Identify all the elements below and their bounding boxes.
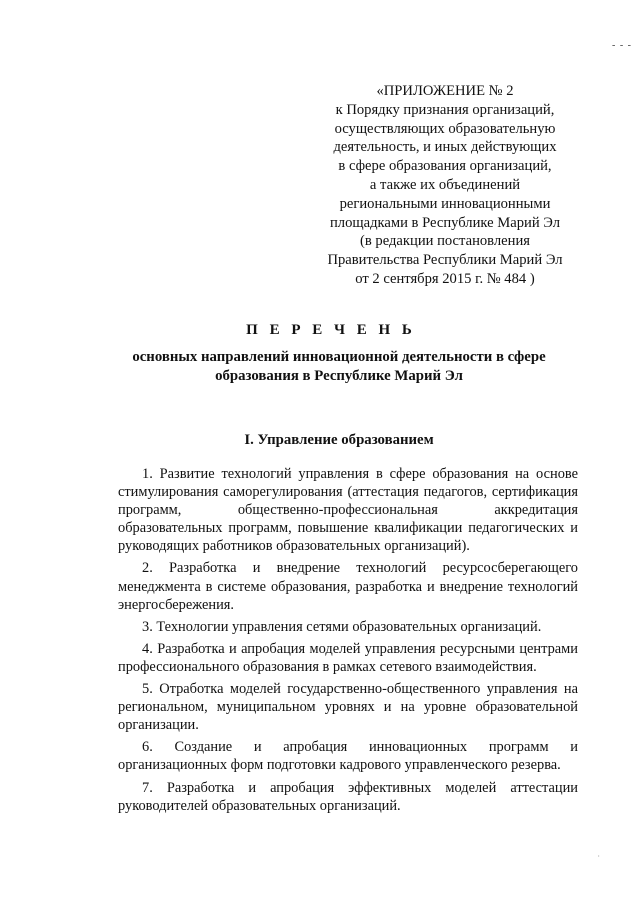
list-item: 3. Технологии управления сетями образовательных организаций. bbox=[142, 618, 542, 635]
appendix-header bbox=[316, 82, 574, 289]
list-item: 4. Разработка и апробация моделей управления ресурсными центрами профессионального образования в рамках сетевого взаимодействия. bbox=[118, 640, 578, 675]
appendix-line: от 2 сентября 2015 г. № 484 ) bbox=[355, 270, 535, 287]
appendix-line: в сфере образования организаций, bbox=[338, 158, 552, 175]
appendix-line: Правительства Республики Марий Эл bbox=[327, 252, 563, 269]
section-heading: I. Управление образованием bbox=[244, 432, 434, 448]
list-item: 5. Отработка моделей государственно-общественного управления на региональном, муниципальном уровнях и на уровне образовательной организации. bbox=[118, 681, 578, 734]
corner-scan-mark: - - - bbox=[612, 40, 632, 51]
list-item: 2. Разработка и внедрение технологий ресурсосберегающего менеджмента в системе образования, разработка и внедрение технологий энергосбережения. bbox=[118, 560, 578, 613]
list-item: 7. Разработка и апробация эффективных моделей аттестации руководителей образовательных организаций. bbox=[118, 779, 578, 814]
appendix-line: деятельность, и иных действующих bbox=[333, 139, 557, 156]
document-subtitle: основных направлений инновационной деятельности в сфере образования в Республике Марий Эл bbox=[132, 349, 546, 384]
appendix-line: площадками в Республике Марий Эл bbox=[329, 214, 560, 231]
appendix-line: а также их объединений bbox=[369, 176, 521, 193]
document-title: П Е Р Е Ч Е Н Ь bbox=[246, 322, 416, 338]
directions-list bbox=[118, 465, 578, 819]
appendix-line: осуществляющих образовательную bbox=[334, 120, 556, 137]
appendix-line: к Порядку признания организаций, bbox=[335, 101, 555, 118]
list-item: 6. Создание и апробация инновационных программ и организационных форм подготовки кадрового управленческого резерва. bbox=[118, 739, 578, 774]
footer-scan-mark: · bbox=[597, 852, 600, 861]
appendix-line: региональными инновационными bbox=[339, 195, 551, 212]
appendix-line: (в редакции постановления bbox=[360, 233, 530, 250]
list-item: 1. Развитие технологий управления в сфере образования на основе стимулирования саморегулирования (аттестация педагогов, сертификация программ, общественно-профессиональная аккредитация образовательных программ, повышение квалификации педагогических и руководящих работников образовательных организаций). bbox=[118, 466, 578, 555]
appendix-line: «ПРИЛОЖЕНИЕ № 2 bbox=[376, 83, 514, 99]
